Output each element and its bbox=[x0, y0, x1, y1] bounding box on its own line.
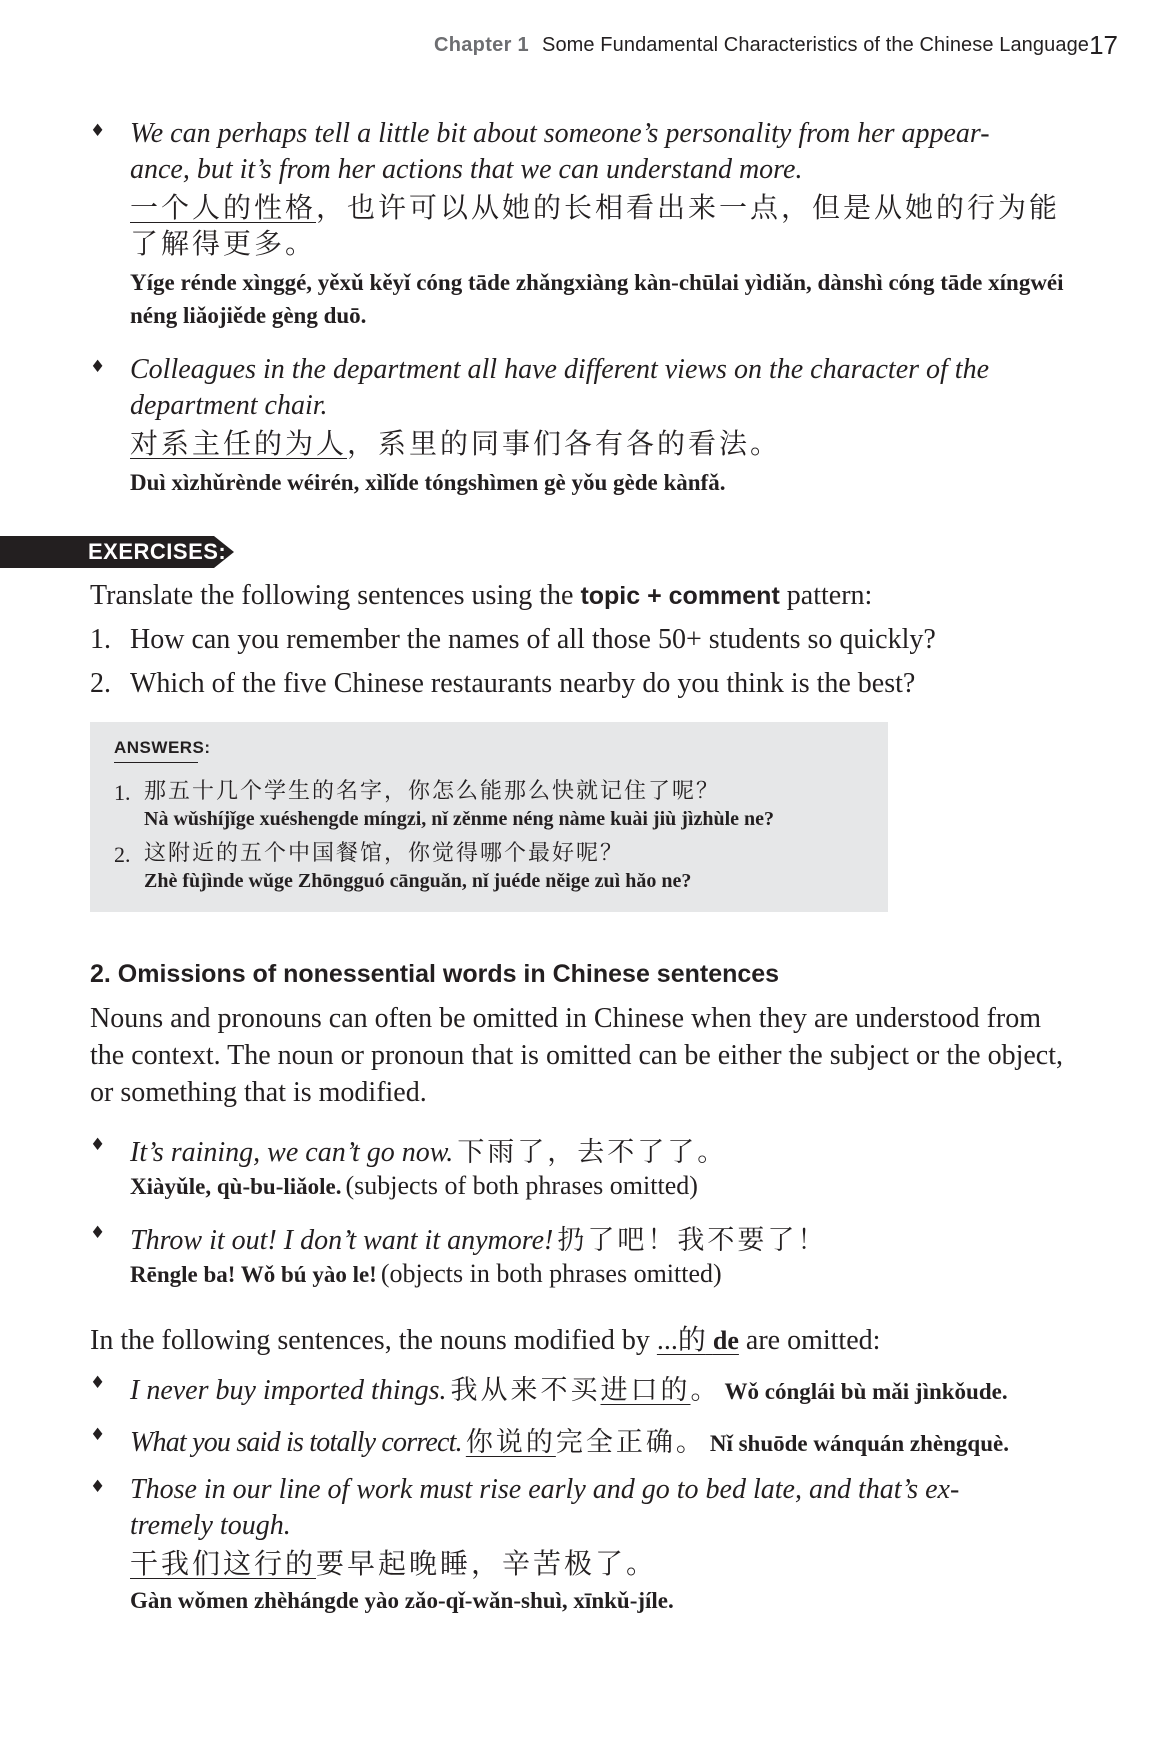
de-marker-chinese: ...的 bbox=[656, 1325, 706, 1356]
answer-chinese: 这附近的五个中国餐馆，你觉得哪个最好呢？ bbox=[144, 841, 625, 866]
de-marker-pinyin: de bbox=[712, 1326, 739, 1355]
answers-label: ANSWERS: bbox=[114, 738, 211, 757]
example-pinyin: Yíge rénde xìnggé, yěxǔ kěyǐ cóng tāde zhǎngxiàng kàn-chūlai yìdiǎn, dànshì cóng tāde xíngwéi néng liǎojiěde gèng duō. bbox=[130, 270, 1064, 328]
answer-item bbox=[114, 778, 874, 832]
bullet-icon: ♦ bbox=[90, 1477, 106, 1497]
answer-chinese: 那五十几个学生的名字，你怎么能那么快就记住了呢？ bbox=[144, 779, 721, 804]
bullet-icon: ♦ bbox=[90, 121, 106, 141]
chinese-part: 。 bbox=[690, 1375, 721, 1406]
bullet-icon: ♦ bbox=[90, 1223, 106, 1243]
example-english: We can perhaps tell a little bit about someone’s personality from her appear-ance, but it’s from her actions that we can understand more. bbox=[130, 118, 990, 185]
bullet-icon: ♦ bbox=[90, 1135, 106, 1155]
chinese-underlined: 进口的 bbox=[600, 1375, 691, 1406]
running-header bbox=[434, 30, 1118, 64]
example-item bbox=[90, 116, 1080, 332]
answer-number: 2. bbox=[114, 842, 131, 867]
de-intro-text: In the following sentences, the nouns modified by bbox=[90, 1325, 650, 1356]
bullet-icon: ♦ bbox=[90, 1373, 106, 1393]
example-chinese bbox=[466, 1427, 706, 1458]
de-example bbox=[90, 1368, 1080, 1409]
answer-item bbox=[114, 840, 874, 894]
bullet-icon: ♦ bbox=[90, 357, 106, 377]
example-pinyin: Gàn wǒmen zhèhángde yào zǎo-qǐ-wǎn-shuì, xīnkǔ-jíle. bbox=[130, 1588, 674, 1613]
de-intro-text-end: are omitted: bbox=[745, 1325, 881, 1356]
answer-number: 1. bbox=[114, 780, 131, 805]
question-text: How can you remember the names of all those 50+ students so quickly? bbox=[130, 624, 936, 655]
example-english: It’s raining, we can’t go now. bbox=[130, 1137, 454, 1168]
answer-pinyin: Zhè fùjìnde wǔge Zhōngguó cānguǎn, nǐ juéde něige zuì hǎo ne? bbox=[144, 870, 692, 892]
chinese-underlined: 干我们这行的 bbox=[130, 1547, 317, 1580]
example-chinese bbox=[130, 190, 1090, 262]
example-chinese-topic: 对系主任的为人 bbox=[130, 427, 348, 460]
omission-example bbox=[90, 1130, 1080, 1201]
chapter-title: Some Fundamental Characteristics of the Chinese Language bbox=[542, 34, 1090, 56]
page-number: 17 bbox=[1089, 30, 1118, 60]
example-english: Colleagues in the department all have different views on the character of the department chair. bbox=[130, 354, 990, 421]
chinese-part: 我从来不买 bbox=[450, 1375, 601, 1406]
example-pinyin: Duì xìzhǔrènde wéirén, xìlǐde tóngshìmen gè yǒu gède kànfǎ. bbox=[130, 470, 726, 495]
example-english: Those in our line of work must rise early and go to bed late, and that’s ex-tremely tough. bbox=[130, 1474, 960, 1541]
omission-example bbox=[90, 1218, 1080, 1289]
exercises-banner-label: EXERCISES: bbox=[88, 539, 227, 564]
chapter-label: Chapter 1 bbox=[434, 34, 529, 56]
example-chinese bbox=[130, 1546, 1080, 1582]
example-chinese bbox=[451, 1375, 721, 1406]
example-chinese-comment: ，系里的同事们各有各的看法。 bbox=[347, 427, 782, 460]
question-number: 2. bbox=[90, 668, 111, 699]
section-intro: Nouns and pronouns can often be omitted in Chinese when they are understood from the context. The noun or pronoun that is omitted can be either the subject or the object, or something that is modified. bbox=[90, 1003, 1063, 1108]
de-example bbox=[90, 1472, 1080, 1617]
chinese-underlined: 你说的 bbox=[465, 1427, 556, 1458]
instruction-text-end: pattern: bbox=[786, 580, 873, 611]
exercise-question bbox=[90, 624, 936, 656]
answers-label-underline bbox=[114, 762, 198, 763]
question-number: 1. bbox=[90, 624, 111, 655]
de-example bbox=[90, 1420, 1080, 1461]
example-chinese bbox=[130, 426, 1080, 462]
example-item bbox=[90, 352, 1080, 499]
example-note: (subjects of both phrases omitted) bbox=[345, 1171, 698, 1200]
example-english: I never buy imported things. bbox=[130, 1375, 447, 1406]
example-chinese: 下雨了，去不了了。 bbox=[457, 1137, 728, 1168]
example-pinyin: Nǐ shuōde wánquán zhèngquè. bbox=[709, 1431, 1009, 1456]
question-text: Which of the five Chinese restaurants nearby do you think is the best? bbox=[130, 668, 916, 699]
exercise-question bbox=[90, 668, 915, 700]
example-pinyin: Xiàyǔle, qù-bu-liǎole. bbox=[130, 1174, 342, 1199]
answer-pinyin: Nà wǔshíjǐge xuéshengde míngzi, nǐ zěnme néng nàme kuài jiù jìzhùle ne? bbox=[144, 808, 775, 830]
exercises-instruction bbox=[90, 580, 872, 612]
de-marker bbox=[657, 1325, 739, 1356]
example-pinyin: Wǒ cónglái bù mǎi jìnkǒude. bbox=[724, 1379, 1008, 1404]
example-english: Throw it out! I don’t want it anymore! bbox=[130, 1225, 554, 1256]
instruction-text: Translate the following sentences using the bbox=[90, 580, 574, 611]
answers-box bbox=[90, 722, 888, 912]
example-chinese: 扔了吧！我不要了！ bbox=[557, 1225, 828, 1256]
instruction-pattern: topic + comment bbox=[580, 582, 780, 610]
section-heading: 2. Omissions of nonessential words in Chinese sentences bbox=[90, 960, 780, 988]
example-chinese-comment: ，也许可以从她的长相看出来一点，但是从她的行为能了解得更多。 bbox=[130, 191, 1061, 260]
example-note: (objects in both phrases omitted) bbox=[380, 1259, 722, 1288]
chinese-part: 完全正确。 bbox=[555, 1427, 706, 1458]
example-pinyin: Rēngle ba! Wǒ bú yào le! bbox=[130, 1262, 377, 1287]
chinese-part: 要早起晚睡，辛苦极了。 bbox=[316, 1547, 658, 1580]
de-intro bbox=[90, 1318, 880, 1358]
example-chinese-topic: 一个人的性格 bbox=[130, 191, 317, 224]
example-english: What you said is totally correct. bbox=[130, 1427, 462, 1458]
bullet-icon: ♦ bbox=[90, 1425, 106, 1445]
